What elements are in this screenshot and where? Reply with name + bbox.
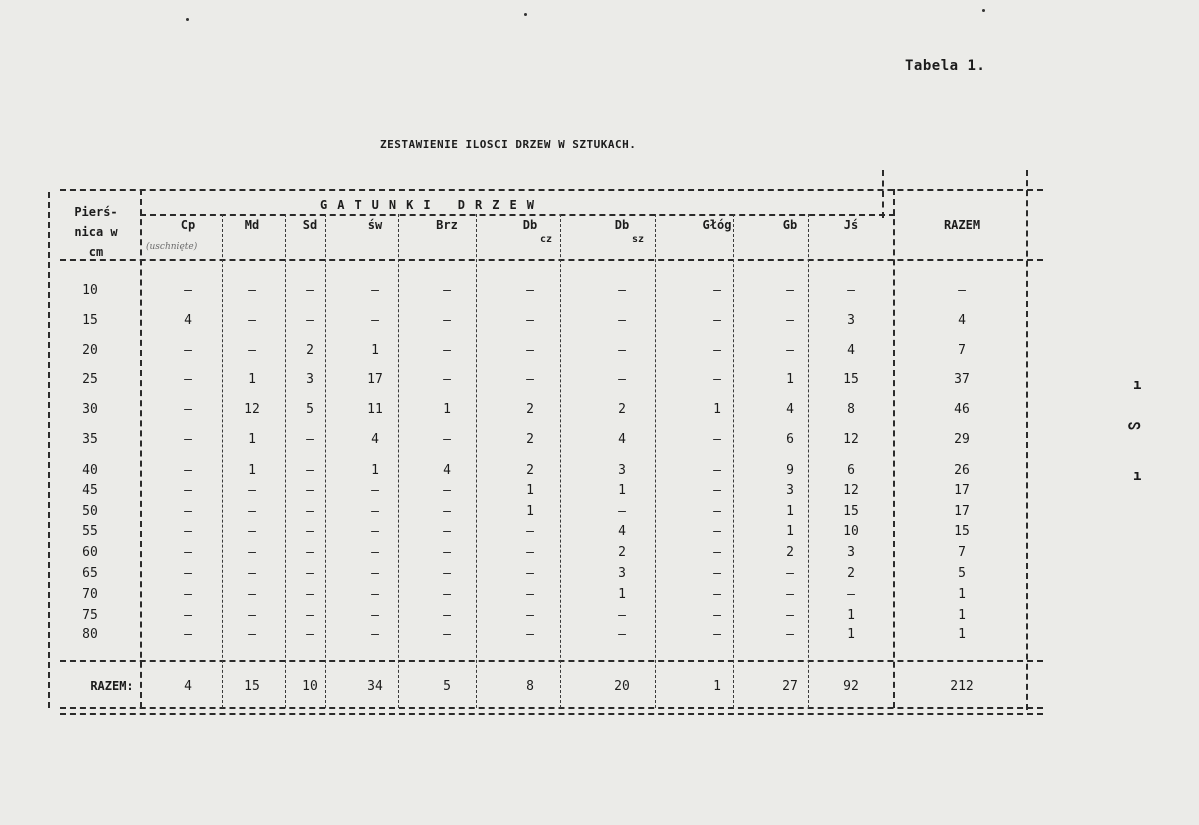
diameter-value: 35: [82, 432, 98, 447]
count-cell: –: [713, 372, 721, 387]
paper-speck: [186, 18, 189, 21]
count-cell: –: [443, 283, 451, 298]
column-total: 10: [302, 679, 318, 694]
row-total: 7: [958, 545, 966, 560]
count-cell: 4: [786, 402, 794, 417]
count-cell: 2: [526, 463, 534, 478]
count-cell: –: [248, 566, 256, 581]
count-cell: –: [248, 504, 256, 519]
species-header-2: Sd: [302, 218, 318, 232]
count-cell: 1: [713, 402, 721, 417]
count-cell: 6: [786, 432, 794, 447]
count-cell: –: [184, 432, 192, 447]
count-cell: –: [526, 627, 534, 642]
diameter-value: 15: [82, 313, 98, 328]
count-cell: –: [786, 343, 794, 358]
count-cell: –: [443, 587, 451, 602]
count-cell: –: [184, 483, 192, 498]
count-cell: –: [443, 627, 451, 642]
column-total: 1: [713, 679, 721, 694]
count-cell: –: [184, 627, 192, 642]
diameter-value: 70: [82, 587, 98, 602]
count-cell: –: [184, 587, 192, 602]
count-cell: 1: [526, 504, 534, 519]
count-cell: 11: [367, 402, 383, 417]
count-cell: 1: [786, 524, 794, 539]
row-total: –: [958, 283, 966, 298]
rule-bottom-2: [60, 713, 1043, 715]
count-cell: 4: [847, 343, 855, 358]
page-title: ZESTAWIENIE ILOSCI DRZEW W SZTUKACH.: [380, 138, 637, 151]
column-rule-right: [1026, 170, 1028, 710]
count-cell: –: [526, 283, 534, 298]
count-cell: 3: [306, 372, 314, 387]
count-cell: –: [713, 524, 721, 539]
diameter-value: 30: [82, 402, 98, 417]
count-cell: 1: [526, 483, 534, 498]
row-total: 1: [958, 587, 966, 602]
diameter-value: 65: [82, 566, 98, 581]
count-cell: –: [371, 566, 379, 581]
count-cell: 15: [843, 504, 859, 519]
margin-mark: ı: [1133, 377, 1142, 393]
row-total: 29: [954, 432, 970, 447]
species-header-5: Db: [522, 218, 538, 232]
table-number-label: Tabela 1.: [905, 58, 986, 74]
margin-mark: ᔕ: [1128, 417, 1141, 433]
count-cell: –: [306, 463, 314, 478]
count-cell: 10: [843, 524, 859, 539]
count-cell: –: [306, 566, 314, 581]
count-cell: –: [371, 627, 379, 642]
count-cell: –: [248, 313, 256, 328]
count-cell: 3: [847, 545, 855, 560]
rule-before-total: [60, 660, 1043, 662]
count-cell: 1: [371, 463, 379, 478]
count-cell: –: [248, 483, 256, 498]
column-total: 27: [782, 679, 798, 694]
count-cell: –: [443, 524, 451, 539]
count-cell: –: [713, 627, 721, 642]
count-cell: 1: [248, 432, 256, 447]
species-header-3: św: [367, 218, 383, 232]
diameter-value: 40: [82, 463, 98, 478]
count-cell: –: [306, 504, 314, 519]
count-cell: –: [443, 545, 451, 560]
count-cell: –: [184, 608, 192, 623]
count-cell: 2: [847, 566, 855, 581]
count-cell: –: [306, 524, 314, 539]
count-cell: 4: [443, 463, 451, 478]
column-total: 4: [184, 679, 192, 694]
paper-speck: [524, 13, 527, 16]
count-cell: –: [786, 627, 794, 642]
column-total: 34: [367, 679, 383, 694]
count-cell: –: [371, 483, 379, 498]
count-cell: –: [184, 283, 192, 298]
count-cell: –: [248, 343, 256, 358]
row-total: 5: [958, 566, 966, 581]
count-cell: –: [713, 483, 721, 498]
count-cell: 2: [786, 545, 794, 560]
row-total: 17: [954, 483, 970, 498]
paper-speck: [982, 9, 985, 12]
species-header-0: Cp: [180, 218, 196, 232]
count-cell: –: [526, 566, 534, 581]
diameter-value: 20: [82, 343, 98, 358]
column-rule: [655, 214, 656, 708]
count-cell: 12: [244, 402, 260, 417]
count-cell: 1: [847, 608, 855, 623]
count-cell: 3: [618, 463, 626, 478]
count-cell: –: [371, 283, 379, 298]
count-cell: 3: [618, 566, 626, 581]
column-rule-tick: [882, 170, 884, 218]
diameter-value: 10: [82, 283, 98, 298]
count-cell: 1: [618, 587, 626, 602]
row-total: 37: [954, 372, 970, 387]
diameter-value: 75: [82, 608, 98, 623]
count-cell: –: [248, 283, 256, 298]
count-cell: –: [306, 608, 314, 623]
count-cell: –: [248, 608, 256, 623]
diameter-value: 55: [82, 524, 98, 539]
count-cell: –: [618, 608, 626, 623]
species-header-7: Głóg: [702, 218, 732, 232]
count-cell: –: [184, 402, 192, 417]
count-cell: –: [847, 587, 855, 602]
diameter-value: 25: [82, 372, 98, 387]
count-cell: 2: [306, 343, 314, 358]
count-cell: –: [184, 372, 192, 387]
rule-bottom-1: [60, 707, 1043, 709]
column-rule: [48, 192, 50, 708]
count-cell: –: [306, 313, 314, 328]
count-cell: 15: [843, 372, 859, 387]
count-cell: –: [184, 566, 192, 581]
column-total: 8: [526, 679, 534, 694]
total-column-header: RAZEM: [943, 218, 981, 232]
species-group-header: GATUNKI DRZEW: [320, 198, 544, 212]
column-rule: [140, 189, 142, 708]
row-total: 17: [954, 504, 970, 519]
count-cell: –: [713, 283, 721, 298]
count-cell: 2: [618, 402, 626, 417]
count-cell: –: [248, 545, 256, 560]
count-cell: –: [526, 545, 534, 560]
count-cell: 17: [367, 372, 383, 387]
count-cell: –: [526, 587, 534, 602]
count-cell: 1: [786, 372, 794, 387]
count-cell: 4: [184, 313, 192, 328]
count-cell: 2: [526, 432, 534, 447]
column-total: 92: [843, 679, 859, 694]
count-cell: 9: [786, 463, 794, 478]
count-cell: 3: [847, 313, 855, 328]
handwritten-note: (uschnięte): [146, 242, 198, 252]
count-cell: 1: [786, 504, 794, 519]
grand-total: 212: [950, 679, 974, 694]
species-header-4: Brz: [436, 218, 458, 232]
count-cell: –: [443, 313, 451, 328]
diameter-value: 80: [82, 627, 98, 642]
species-header-6: Db: [614, 218, 630, 232]
species-subscript-6: sz: [632, 234, 645, 245]
count-cell: –: [306, 483, 314, 498]
count-cell: 1: [443, 402, 451, 417]
count-cell: –: [184, 463, 192, 478]
count-cell: –: [443, 566, 451, 581]
count-cell: –: [713, 463, 721, 478]
count-cell: –: [371, 504, 379, 519]
count-cell: –: [713, 608, 721, 623]
count-cell: –: [443, 608, 451, 623]
rule-top: [60, 189, 1043, 191]
count-cell: –: [786, 313, 794, 328]
column-total: 20: [614, 679, 630, 694]
column-total: 15: [244, 679, 260, 694]
count-cell: –: [443, 483, 451, 498]
count-cell: –: [618, 504, 626, 519]
count-cell: –: [306, 283, 314, 298]
count-cell: 8: [847, 402, 855, 417]
count-cell: –: [184, 343, 192, 358]
diameter-column-header: Pierś- nica w cm: [74, 205, 118, 259]
column-rule: [560, 214, 561, 708]
species-header-9: Jś: [843, 218, 859, 232]
count-cell: –: [713, 432, 721, 447]
count-cell: –: [713, 313, 721, 328]
count-cell: –: [371, 608, 379, 623]
diameter-value: 45: [82, 483, 98, 498]
count-cell: 12: [843, 432, 859, 447]
count-cell: –: [184, 545, 192, 560]
row-total: 4: [958, 313, 966, 328]
count-cell: –: [248, 524, 256, 539]
count-cell: –: [618, 627, 626, 642]
diameter-value: 50: [82, 504, 98, 519]
count-cell: –: [526, 343, 534, 358]
count-cell: 3: [786, 483, 794, 498]
count-cell: –: [786, 587, 794, 602]
count-cell: 4: [371, 432, 379, 447]
count-cell: 2: [618, 545, 626, 560]
count-cell: –: [443, 343, 451, 358]
count-cell: 4: [618, 432, 626, 447]
count-cell: –: [713, 566, 721, 581]
column-total: 5: [443, 679, 451, 694]
species-header-8: Gb: [782, 218, 798, 232]
species-header-1: Md: [244, 218, 260, 232]
count-cell: –: [526, 524, 534, 539]
count-cell: –: [526, 608, 534, 623]
count-cell: –: [306, 432, 314, 447]
count-cell: –: [248, 587, 256, 602]
diameter-value: 60: [82, 545, 98, 560]
count-cell: –: [443, 504, 451, 519]
count-cell: –: [713, 504, 721, 519]
count-cell: –: [618, 343, 626, 358]
count-cell: –: [306, 627, 314, 642]
row-total: 1: [958, 608, 966, 623]
count-cell: –: [713, 343, 721, 358]
total-row-label: RAZEM:: [90, 679, 134, 693]
count-cell: 1: [248, 372, 256, 387]
count-cell: 1: [618, 483, 626, 498]
count-cell: –: [618, 283, 626, 298]
count-cell: 12: [843, 483, 859, 498]
count-cell: –: [184, 504, 192, 519]
margin-mark: ı: [1133, 468, 1142, 484]
count-cell: –: [371, 313, 379, 328]
count-cell: –: [248, 627, 256, 642]
count-cell: –: [618, 313, 626, 328]
count-cell: –: [847, 283, 855, 298]
count-cell: –: [713, 587, 721, 602]
row-total: 7: [958, 343, 966, 358]
count-cell: 1: [371, 343, 379, 358]
row-total: 46: [954, 402, 970, 417]
count-cell: –: [618, 372, 626, 387]
count-cell: –: [306, 545, 314, 560]
count-cell: –: [371, 524, 379, 539]
count-cell: –: [306, 587, 314, 602]
count-cell: 1: [847, 627, 855, 642]
count-cell: 1: [248, 463, 256, 478]
count-cell: 2: [526, 402, 534, 417]
count-cell: –: [443, 432, 451, 447]
column-rule: [893, 189, 895, 708]
row-total: 15: [954, 524, 970, 539]
count-cell: –: [443, 372, 451, 387]
count-cell: –: [184, 524, 192, 539]
count-cell: –: [526, 313, 534, 328]
rule-header-bottom: [60, 259, 1043, 261]
row-total: 1: [958, 627, 966, 642]
count-cell: –: [526, 372, 534, 387]
row-total: 26: [954, 463, 970, 478]
count-cell: 4: [618, 524, 626, 539]
count-cell: –: [371, 587, 379, 602]
count-cell: –: [786, 608, 794, 623]
count-cell: 5: [306, 402, 314, 417]
species-subscript-5: cz: [540, 234, 553, 245]
count-cell: –: [371, 545, 379, 560]
count-cell: –: [786, 283, 794, 298]
count-cell: 6: [847, 463, 855, 478]
count-cell: –: [713, 545, 721, 560]
rule-group-header: [140, 214, 895, 216]
count-cell: –: [786, 566, 794, 581]
